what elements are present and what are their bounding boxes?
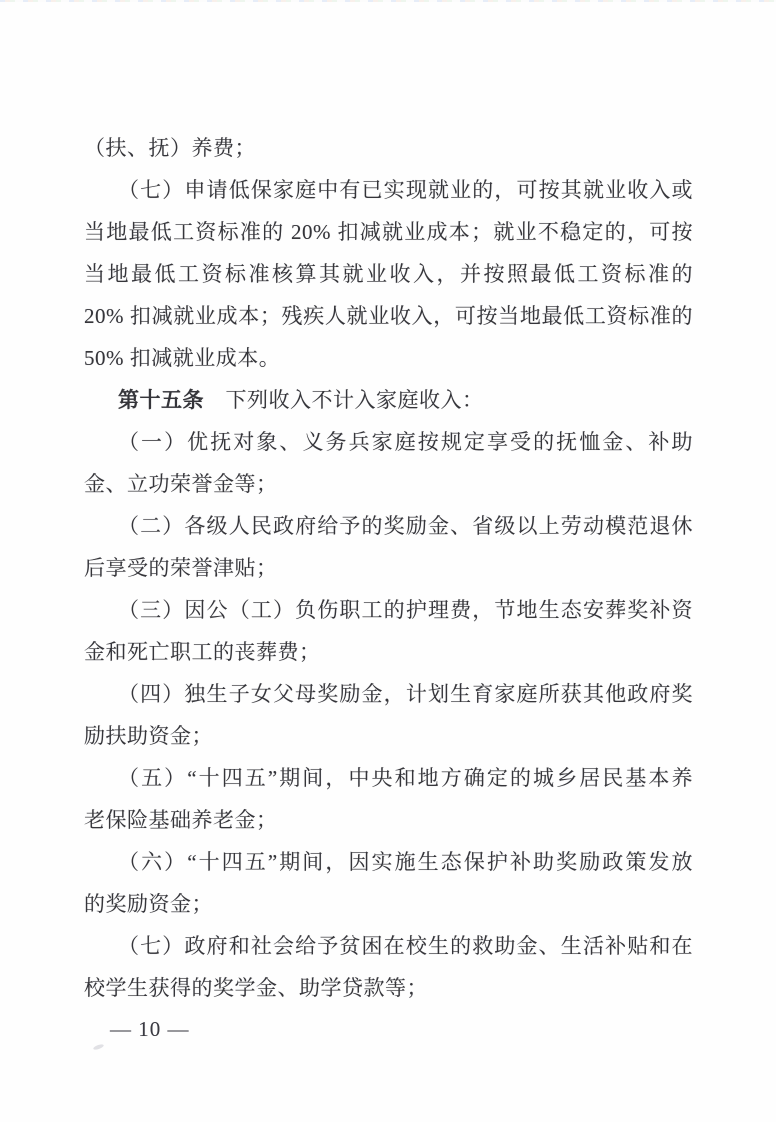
text-line [84,589,693,631]
line-text: 下列收入不计入家庭收入： [204,388,484,412]
line-text: 老保险基础养老金； [84,808,278,832]
line-text: 校学生获得的奖学金、助学贷款等； [84,976,428,1000]
text-line [84,799,693,841]
text-line [84,253,693,295]
text-line [84,841,693,883]
line-text: 50% 扣减就业成本。 [84,346,281,370]
text-line [84,505,693,547]
line-text: 金、立功荣誉金等； [84,472,278,496]
line-text: 20% 扣减就业成本；残疾人就业收入，可按当地最低工资标准的 [84,304,693,328]
text-line [84,925,693,967]
article-number-bold: 第十五条 [118,388,204,412]
text-line [84,127,693,169]
line-text: （五）“十四五”期间，中央和地方确定的城乡居民基本养 [118,766,693,790]
text-line [84,547,693,589]
text-line [84,295,693,337]
line-text: （三）因公（工）负伤职工的护理费，节地生态安葬奖补资 [118,598,693,622]
line-text: 金和死亡职工的丧葬费； [84,640,321,664]
line-text: 当地最低工资标准的 20% 扣减就业成本；就业不稳定的，可按 [84,220,693,244]
line-text: 的奖励资金； [84,892,213,916]
text-line [84,421,693,463]
scan-artifact-top-edge [0,0,776,2]
line-text: 当地最低工资标准核算其就业收入，并按照最低工资标准的 [84,262,693,286]
line-text: （七）政府和社会给予贫困在校生的救助金、生活补贴和在 [118,934,693,958]
article-heading-line [84,379,693,421]
text-line [84,463,693,505]
text-line [84,883,693,925]
line-text: 励扶助资金； [84,724,213,748]
text-line [84,757,693,799]
line-text: 后享受的荣誉津贴； [84,556,278,580]
text-line [84,169,693,211]
line-text: （二）各级人民政府给予的奖励金、省级以上劳动模范退休 [118,514,693,538]
text-line [84,337,693,379]
text-line [84,673,693,715]
scan-smudge-artifact [93,1043,105,1051]
line-text: （一）优抚对象、义务兵家庭按规定享受的抚恤金、补助 [118,430,693,454]
text-line [84,967,693,1009]
line-text: （四）独生子女父母奖励金，计划生育家庭所获其他政府奖 [118,682,693,706]
text-line [84,715,693,757]
line-text: （七）申请低保家庭中有已实现就业的，可按其就业收入或 [118,178,693,202]
text-line [84,211,693,253]
line-text: （扶、抚）养费； [84,136,256,160]
page-number: — 10 — [110,1017,190,1041]
text-line [84,631,693,673]
line-text: （六）“十四五”期间，因实施生态保护补助奖励政策发放 [118,850,693,874]
document-body [84,127,693,1009]
